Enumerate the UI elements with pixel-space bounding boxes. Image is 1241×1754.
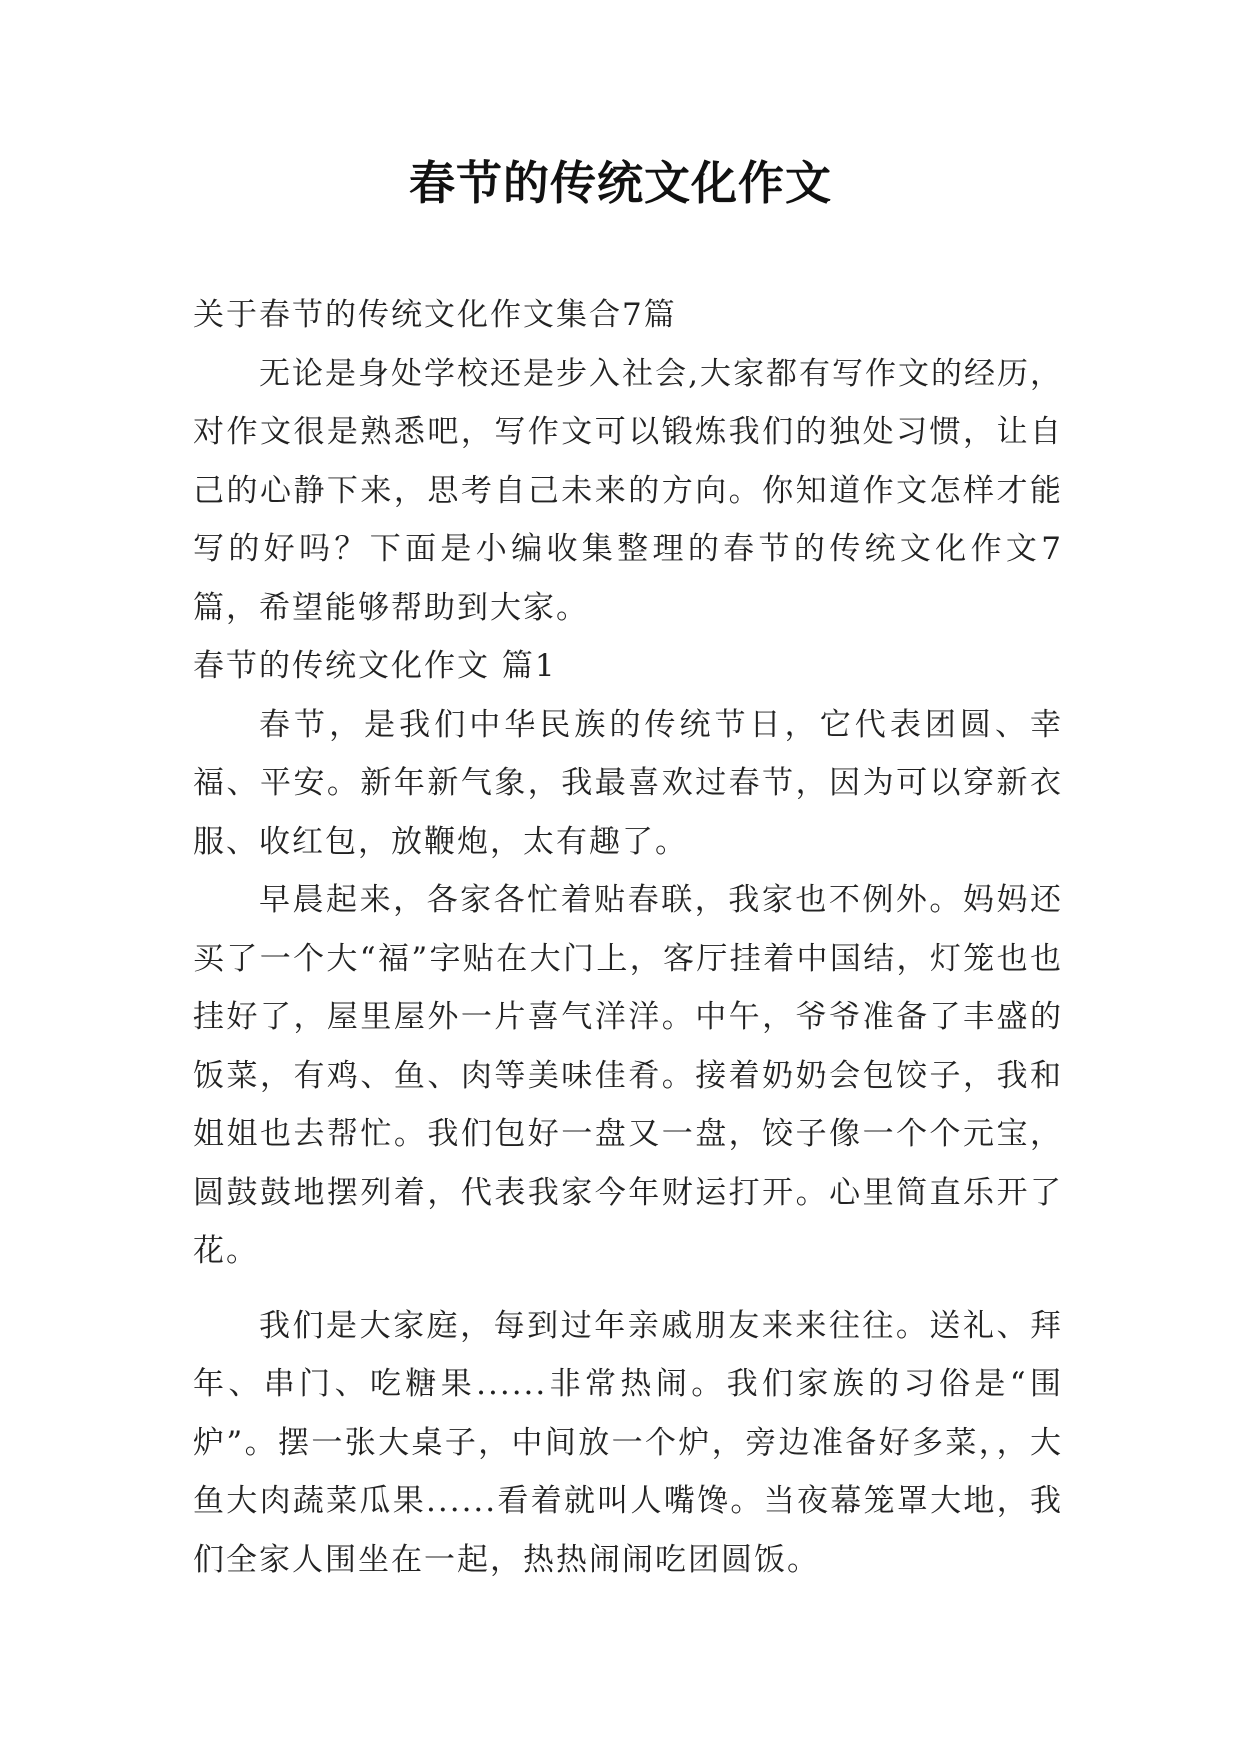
document-title: 春节的传统文化作文 [409, 156, 832, 210]
body-paragraph: 我们是大家庭，每到过年亲戚朋友来来往往。送礼、拜年、串门、吃糖果......非常热闹。我们家族的习俗是“围炉”。摆一张大桌子，中间放一个炉，旁边准备好多菜，，大鱼大肉蔬菜瓜果......看着就叫人嘴馋。当夜幕笼罩大地，我们全家人围坐在一起，热热闹闹吃团圆饭。 [193, 1307, 1063, 1578]
body-paragraph: 早晨起来，各家各忙着贴春联，我家也不例外。妈妈还买了一个大“福”字贴在大门上，客厅挂着中国结，灯笼也也挂好了，屋里屋外一片喜气洋洋。中午，爷爷准备了丰盛的饭菜，有鸡、鱼、肉等美味佳肴。接着奶奶会包饺子，我和姐姐也去帮忙。我们包好一盘又一盘，饺子像一个个元宝，圆鼓鼓地摆列着，代表我家今年财运打开。心里简直乐开了花。 [193, 882, 1063, 1269]
collection-subtitle: 关于春节的传统文化作文集合7篇 [193, 297, 677, 333]
intro-paragraph: 无论是身处学校还是步入社会,大家都有写作文的经历，对作文很是熟悉吧，写作文可以锻炼我们的独处习惯，让自己的心静下来，思考自己未来的方向。你知道作文怎样才能写的好吗？下面是小编收集整理的春节的传统文化作文7篇，希望能够帮助到大家。 [193, 355, 1063, 626]
body-paragraph: 春节，是我们中华民族的传统节日，它代表团圆、幸福、平安。新年新气象，我最喜欢过春节，因为可以穿新衣服、收红包，放鞭炮，太有趣了。 [193, 706, 1063, 860]
section-heading: 春节的传统文化作文 篇1 [193, 648, 557, 684]
document-body [193, 286, 1063, 1589]
